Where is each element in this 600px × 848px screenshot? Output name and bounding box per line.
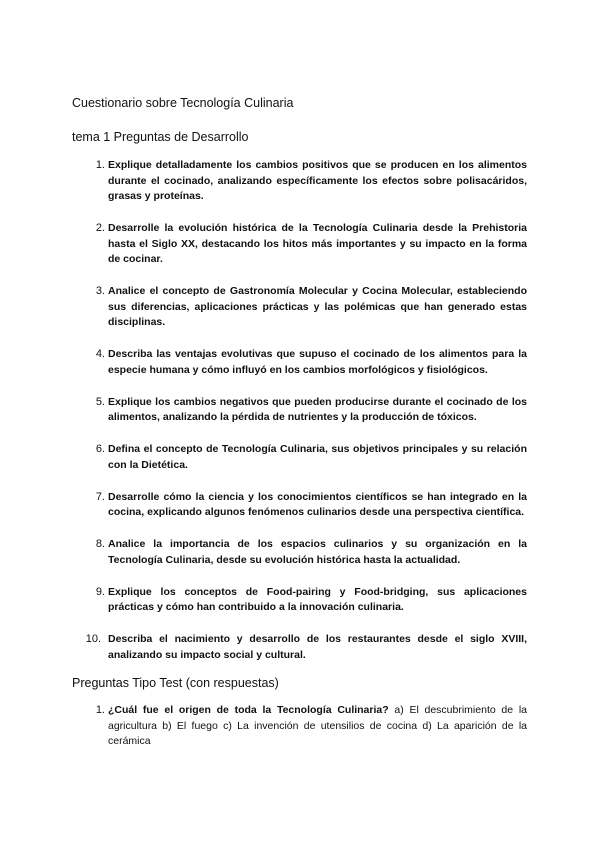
item-number: 10.	[85, 633, 101, 645]
list-item	[0, 537, 527, 568]
list-item	[0, 703, 527, 750]
list-item	[0, 221, 527, 268]
question-text: Describa el nacimiento y desarrollo de los restaurantes desde el siglo XVIII, analizando su impacto social y cultural.	[108, 633, 527, 661]
item-number: 1.	[95, 704, 105, 716]
item-number: 1.	[95, 159, 105, 171]
section-title-development: tema 1 Preguntas de Desarrollo	[72, 130, 249, 144]
question-text: Describa las ventajas evolutivas que supuso el cocinado de los alimentos para la especie humana y cómo influyó en los cambios morfológicos y fisiológicos.	[108, 348, 527, 376]
item-number: 6.	[95, 443, 105, 455]
question-text: Desarrolle la evolución histórica de la Tecnología Culinaria desde la Prehistoria hasta el Siglo XX, destacando los hitos más importantes y su impacto en la forma de cocinar.	[108, 222, 527, 265]
list-item	[0, 585, 527, 616]
test-question-block	[108, 703, 527, 750]
list-item	[0, 395, 527, 426]
list-item	[0, 347, 527, 378]
item-number: 5.	[95, 395, 105, 408]
list-item	[0, 442, 527, 473]
test-question-text: ¿Cuál fue el origen de toda la Tecnología Culinaria?	[108, 704, 389, 716]
question-text: Explique detalladamente los cambios positivos que se producen en los alimentos durante el cocinado, analizando específicamente los efectos sobre polisacáridos, grasas y proteínas.	[108, 159, 527, 202]
list-item	[0, 632, 527, 663]
item-number: 8.	[95, 538, 105, 550]
test-answer-options: a) El descubrimiento de la agricultura b) El fuego c) La invención de utensilios de cocina d) La aparición de la cerámica	[108, 704, 527, 747]
list-item	[0, 490, 527, 521]
list-item	[0, 158, 527, 205]
document-title: Cuestionario sobre Tecnología Culinaria	[72, 96, 294, 110]
test-question-list	[0, 703, 527, 750]
list-item	[0, 284, 527, 331]
development-question-list	[0, 158, 527, 680]
question-text: Desarrolle cómo la ciencia y los conocimientos científicos se han integrado en la cocina, explicando algunos fenómenos culinarios desde una perspectiva científica.	[108, 490, 527, 518]
item-number: 4.	[95, 348, 105, 360]
question-text: Explique los cambios negativos que pueden producirse durante el cocinado de los alimentos, analizando la pérdida de nutrientes y la producción de tóxicos.	[108, 395, 527, 423]
item-number: 2.	[95, 222, 105, 234]
question-text: Analice la importancia de los espacios culinarios y su organización en la Tecnología Culinaria, desde su evolución histórica hasta la actualidad.	[108, 538, 527, 566]
item-number: 3.	[95, 285, 105, 297]
section-title-test: Preguntas Tipo Test (con respuestas)	[72, 676, 279, 690]
question-text: Explique los conceptos de Food-pairing y Food-bridging, sus aplicaciones prácticas y cómo han contribuido a la innovación culinaria.	[108, 585, 527, 613]
item-number: 9.	[95, 585, 105, 598]
question-text: Analice el concepto de Gastronomía Molecular y Cocina Molecular, estableciendo sus diferencias, aplicaciones prácticas y las polémicas que han generado estas disciplinas.	[108, 285, 527, 328]
item-number: 7.	[95, 490, 105, 503]
question-text: Defina el concepto de Tecnología Culinaria, sus objetivos principales y su relación con la Dietética.	[108, 443, 527, 471]
